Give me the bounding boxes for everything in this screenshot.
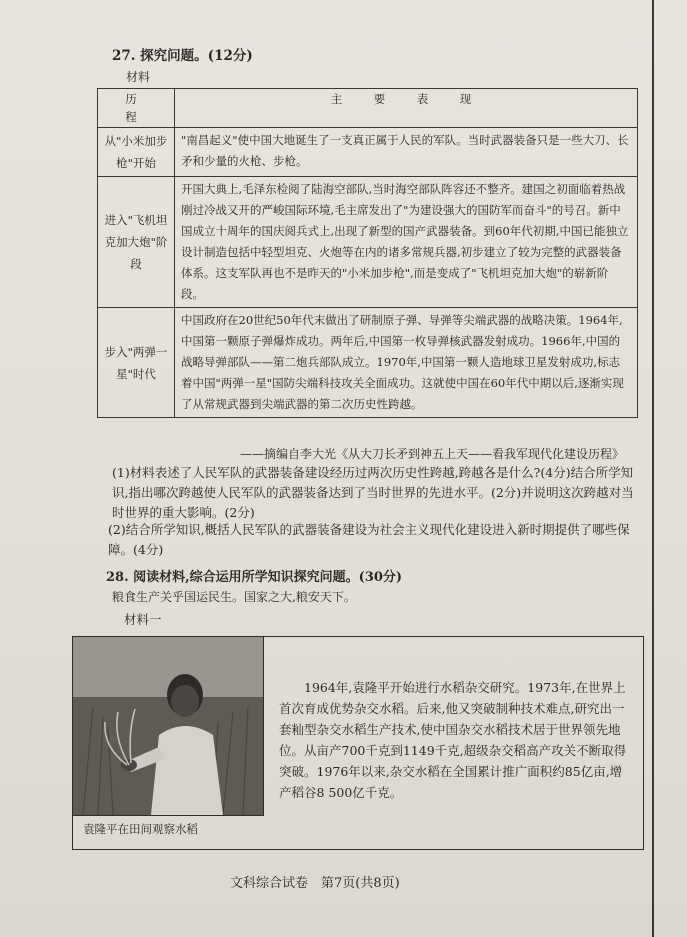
table-header-row bbox=[98, 89, 638, 128]
table-row bbox=[98, 308, 638, 418]
table-cell-stage: 步入"两弹一星"时代 bbox=[98, 308, 175, 418]
page-edge-line bbox=[652, 0, 654, 937]
question-27-part-2: (2)结合所学知识,概括人民军队的武器装备建设为社会主义现代化建设进入新时期提供了哪些保障。(4分) bbox=[108, 522, 630, 557]
table-row bbox=[98, 177, 638, 308]
source-citation: ——摘编自李大光《从大刀长矛到神五上天——看我军现代化建设历程》 bbox=[240, 447, 625, 461]
material-1-box bbox=[72, 636, 644, 850]
material-1-text: 1964年,袁隆平开始进行水稻杂交研究。1973年,在世界上首次育成优势杂交水稻。后来,他又突破制种技术难点,研究出一套籼型杂交水稻生产技术,使中国杂交水稻技术居于世界领先地位。从亩产700千克到1149千克,超级杂交稻高产攻关不断取得突破。1976年以来,杂交水稻在全国累计推广面积约85亿亩,增产稻谷8 500亿千克。 bbox=[279, 680, 627, 800]
photo-caption: 袁隆平在田间观察水稻 bbox=[83, 822, 198, 836]
table-header-content: 主 要 表 现 bbox=[175, 89, 638, 128]
question-27-title: 27. 探究问题。(12分) bbox=[112, 48, 253, 64]
table-cell-stage: 进入"飞机坦克加大炮"阶段 bbox=[98, 177, 175, 308]
table-cell-content: "南昌起义"使中国大地诞生了一支真正属于人民的军队。当时武器装备只是一些大刀、长矛和少量的火枪、步枪。 bbox=[175, 128, 638, 177]
question-28-title: 28. 阅读材料,综合运用所学知识探究问题。(30分) bbox=[106, 570, 403, 585]
material-1-label: 材料一 bbox=[124, 612, 162, 627]
table-row bbox=[98, 128, 638, 177]
question-28-intro: 粮食生产关乎国运民生。国家之大,粮安天下。 bbox=[112, 590, 356, 604]
material-table bbox=[97, 88, 638, 418]
material-label: 材料 bbox=[126, 70, 151, 84]
table-cell-content: 中国政府在20世纪50年代末做出了研制原子弹、导弹等尖端武器的战略决策。1964年,中国第一颗原子弹爆炸成功。两年后,中国第一枚导弹核武器发射成功。1966年,中国的战略导弹部队——第二炮兵部队成立。1970年,中国第一颗人造地球卫星发射成功,标志着中国"两弹一星"国防尖端科技攻关全面成功。这就使中国在60年代中期以后,逐渐实现了从常规武器到尖端武器的第二次历史性跨越。 bbox=[175, 308, 638, 418]
page-footer: 文科综合试卷 第7页(共8页) bbox=[230, 876, 400, 891]
photo-illustration bbox=[73, 637, 263, 815]
table-cell-stage: 从"小米加步枪"开始 bbox=[98, 128, 175, 177]
table-header-stage: 历 程 bbox=[98, 89, 175, 128]
question-27-part-1: (1)材料表述了人民军队的武器装备建设经历过两次历史性跨越,跨越各是什么?(4分)结合所学知识,指出哪次跨越使人民军队的武器装备达到了当时世界的先进水平。(2分)并说明这次跨越对当时世界的重大影响。(2分) bbox=[112, 465, 634, 520]
table-cell-content: 开国大典上,毛泽东检阅了陆海空部队,当时海空部队阵容还不整齐。建国之初面临着热战刚过冷战又开的严峻国际环境,毛主席发出了"为建设强大的国防军而奋斗"的号召。新中国成立十周年的国庆阅兵式上,出现了新型的国产武器装备。到60年代初期,中国已能独立设计制造包括中轻型坦克、火炮等在内的诸多常规兵器,初步建立了较为完整的武器装备体系。这支军队再也不是昨天的"小米加步枪",而是变成了"飞机坦克加大炮"的崭新阶段。 bbox=[175, 177, 638, 308]
yuan-longping-photo bbox=[73, 637, 264, 816]
